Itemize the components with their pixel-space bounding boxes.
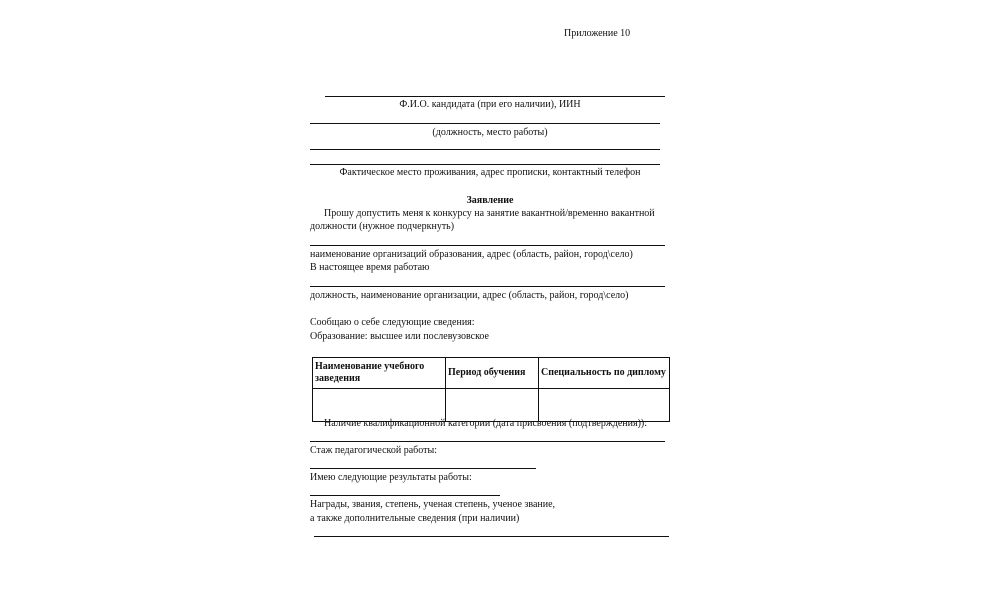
experience-label: Стаж педагогической работы: bbox=[310, 445, 437, 456]
organization-field-line[interactable] bbox=[310, 245, 665, 246]
table-row bbox=[313, 389, 670, 422]
education-table bbox=[312, 357, 670, 422]
residence-caption: Фактическое место проживания, адрес прописки, контактный телефон bbox=[339, 167, 641, 178]
awards-label-line1: Награды, звания, степень, ученая степень, ученое звание, bbox=[310, 499, 556, 510]
appendix-label: Приложение 10 bbox=[564, 28, 631, 39]
qualification-label: Наличие квалификационной категории (дата присвоения (подтверждения)): bbox=[324, 418, 648, 429]
fio-caption: Ф.И.О. кандидата (при его наличии), ИИН bbox=[399, 99, 581, 110]
request-text-line2: должности (нужное подчеркнуть) bbox=[310, 221, 455, 232]
job-field-line[interactable] bbox=[310, 286, 665, 287]
awards-label-line2: а также дополнительные сведения (при наличии) bbox=[310, 513, 520, 524]
education-label: Образование: высшее или послевузовское bbox=[310, 331, 489, 342]
results-field-line[interactable] bbox=[310, 495, 500, 496]
position-field-line[interactable] bbox=[310, 123, 660, 124]
results-label: Имею следующие результаты работы: bbox=[310, 472, 472, 483]
application-title: Заявление bbox=[466, 195, 514, 206]
header-institution: Наименование учебного заведения bbox=[313, 358, 446, 389]
fio-field-line[interactable] bbox=[325, 96, 665, 97]
header-period: Период обучения bbox=[446, 358, 539, 389]
residence-field-line-1[interactable] bbox=[310, 149, 660, 150]
table-header-row bbox=[313, 358, 670, 389]
cell-specialty[interactable] bbox=[539, 389, 670, 422]
qualification-field-line[interactable] bbox=[310, 441, 665, 442]
job-caption: должность, наименование организации, адрес (область, район, город\село) bbox=[310, 290, 629, 301]
organization-caption: наименование организаций образования, адрес (область, район, город\село) bbox=[310, 249, 633, 260]
cell-institution[interactable] bbox=[313, 389, 446, 422]
position-caption: (должность, место работы) bbox=[432, 127, 548, 138]
residence-field-line-2[interactable] bbox=[310, 164, 660, 165]
awards-field-line[interactable] bbox=[314, 536, 669, 537]
self-info-label: Сообщаю о себе следующие сведения: bbox=[310, 317, 475, 328]
experience-field-line[interactable] bbox=[310, 468, 536, 469]
request-text-line1: Прошу допустить меня к конкурсу на занятие вакантной/временно вакантной bbox=[324, 208, 655, 219]
currently-working-label: В настоящее время работаю bbox=[310, 262, 430, 273]
cell-period[interactable] bbox=[446, 389, 539, 422]
header-specialty: Специальность по диплому bbox=[539, 358, 670, 389]
